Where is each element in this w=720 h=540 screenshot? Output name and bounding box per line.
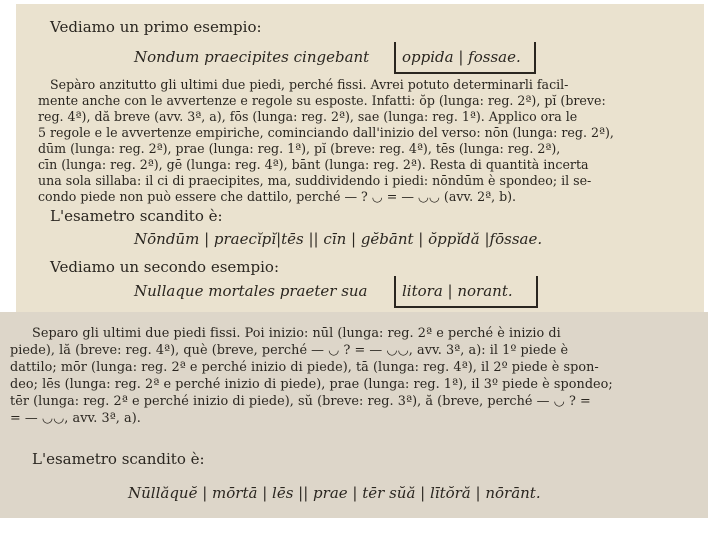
paragraph-1-line-3: reg. 4ª), dă breve (avv. 3ª, a), fōs (lunga: reg. 2ª), sae (lunga: reg. 1ª). Applico ora le	[38, 109, 578, 124]
paragraph-1-line-7: una sola sillaba: il ci di praecipites, ma, suddividendo i piedi: nōndūm è spondeo; il se-	[38, 173, 592, 188]
heading-second-example: Vediamo un secondo esempio:	[50, 258, 280, 276]
verse-2-bracket-left	[394, 276, 396, 306]
paragraph-1-line-4: 5 regole e le avvertenze empiriche, cominciando dall'inizio del verso: nōn (lunga: reg. 2ª),	[38, 125, 614, 140]
scansion-line-2: Nūllăquĕ | mōrtā | lēs || prae | tēr sŭă | lītŏră | nōrānt.	[128, 484, 541, 502]
heading-scanned-hexameter-2: L'esametro scandito è:	[32, 450, 205, 468]
verse-2-box-underline	[394, 306, 538, 308]
verse-2-plain: Nullaque mortales praeter sua	[134, 282, 368, 300]
verse-2-boxed: litora | norant.	[402, 282, 513, 300]
paragraph-1-line-2: mente anche con le avvertenze e regole su esposte. Infatti: ŏp (lunga: reg. 2ª), pĭ (breve:	[38, 93, 606, 108]
verse-2-bracket-right	[536, 276, 538, 306]
paragraph-1-line-1: Sepàro anzitutto gli ultimi due piedi, perché fissi. Avrei potuto determinarli facil-	[50, 77, 569, 92]
paragraph-1-line-6: cīn (lunga: reg. 2ª), gē (lunga: reg. 4ª), bānt (lunga: reg. 2ª). Resta di quantità incerta	[38, 157, 589, 172]
verse-1-boxed: oppida | fossae.	[402, 48, 521, 66]
paragraph-1-line-8: condo piede non può essere che dattilo, perché — ? ◡ = — ◡◡ (avv. 2ª, b).	[38, 189, 517, 204]
scan-page-top	[16, 4, 704, 312]
heading-first-example: Vediamo un primo esempio:	[50, 18, 262, 36]
paragraph-2-line-4: deo; lēs (lunga: reg. 2ª e perché inizio di piede), prae (lunga: reg. 1ª), il 3º piede è spondeo;	[10, 377, 613, 392]
paragraph-2-line-5: tēr (lunga: reg. 2ª e perché inizio di piede), sŭ (breve: reg. 3ª), ă (breve, perché — ◡ ? =	[10, 394, 591, 409]
verse-1-bracket-left	[394, 42, 396, 72]
paragraph-2-line-6: = — ◡◡, avv. 3ª, a).	[10, 411, 141, 426]
paragraph-2-line-1: Separo gli ultimi due piedi fissi. Poi inizio: nūl (lunga: reg. 2ª e perché è inizio di	[32, 326, 561, 341]
verse-1-bracket-right	[534, 42, 536, 72]
paragraph-2-line-3: dattilo; mōr (lunga: reg. 2ª e perché inizio di piede), tā (lunga: reg. 4ª), il 2º piede è spon-	[10, 360, 599, 375]
verse-1-plain: Nondum praecipites cingebant	[134, 48, 370, 66]
heading-scanned-hexameter-1: L'esametro scandito è:	[50, 207, 223, 225]
scan-page-bottom	[0, 312, 708, 518]
scansion-line-1: Nōndūm | praecĭpĭ|tēs || cīn | gĕbānt | ŏppĭdă |fōssae.	[134, 230, 543, 248]
paragraph-2-line-2: piede), lă (breve: reg. 4ª), què (breve, perché — ◡ ? = — ◡◡, avv. 3ª, a): il 1º piede è	[10, 343, 569, 358]
verse-1-box-underline	[394, 72, 536, 74]
paragraph-1-line-5: dūm (lunga: reg. 2ª), prae (lunga: reg. 1ª), pĭ (breve: reg. 4ª), tēs (lunga: reg. 2ª),	[38, 141, 561, 156]
